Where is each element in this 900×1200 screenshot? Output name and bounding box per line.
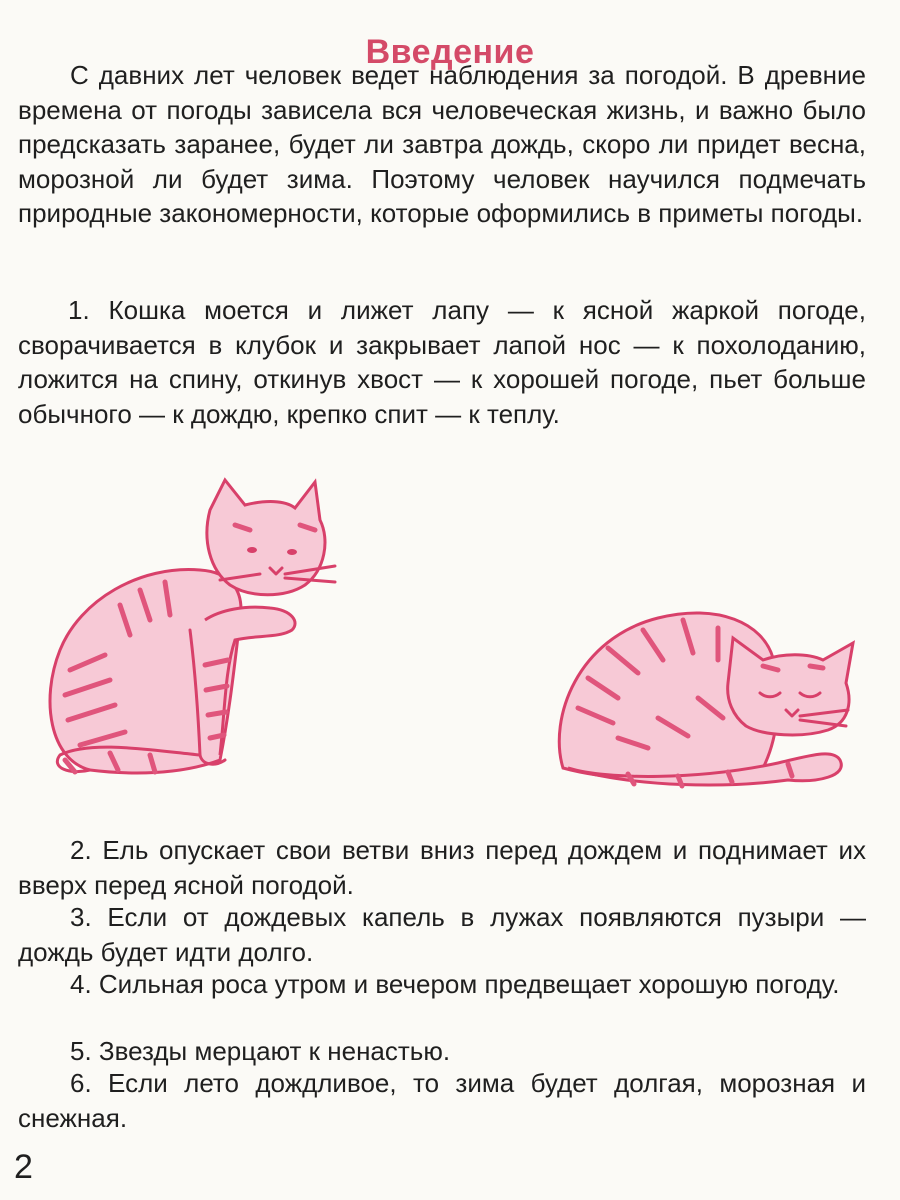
intro-paragraph: С давних лет человек ведет наблюдения за погодой. В древние времена от погоды зависела вся человеческая жизнь, и важно было предсказать заранее, будет ли завтра дождь, скоро ли придет весна, морозной ли будет зима. Поэтому человек научился подмечать природные закономерности, которые оформились в приметы погоды. [18, 60, 866, 228]
weather-sign-3: 3. Если от дождевых капель в лужах появляются пузыри — дождь будет идти долго. [18, 902, 866, 967]
weather-sign-6: 6. Если лето дождливое, то зима будет долгая, морозная и снежная. [18, 1068, 866, 1133]
weather-sign-1: 1. Кошка моется и лижет лапу — к ясной жаркой погоде, сворачивается в клубок и закрывает лапой нос — к похолоданию, ложится на спину, откинув хвост — к хорошей погоде, пьет больше обычного — к дождю, крепко спит — к теплу. [18, 295, 866, 429]
weather-sign-5: 5. Звезды мерцают к ненастью. [70, 1036, 451, 1066]
cat-washing-paw-icon [30, 470, 350, 790]
page-number: 2 [14, 1148, 33, 1186]
weather-sign-4: 4. Сильная роса утром и вечером предвещает хорошую погоду. [70, 969, 840, 999]
page-title: Введение [365, 32, 535, 71]
weather-sign-2: 2. Ель опускает свои ветви вниз перед дождем и поднимает их вверх перед ясной погодой. [18, 835, 866, 900]
cat-curled-up-icon [548, 598, 868, 798]
